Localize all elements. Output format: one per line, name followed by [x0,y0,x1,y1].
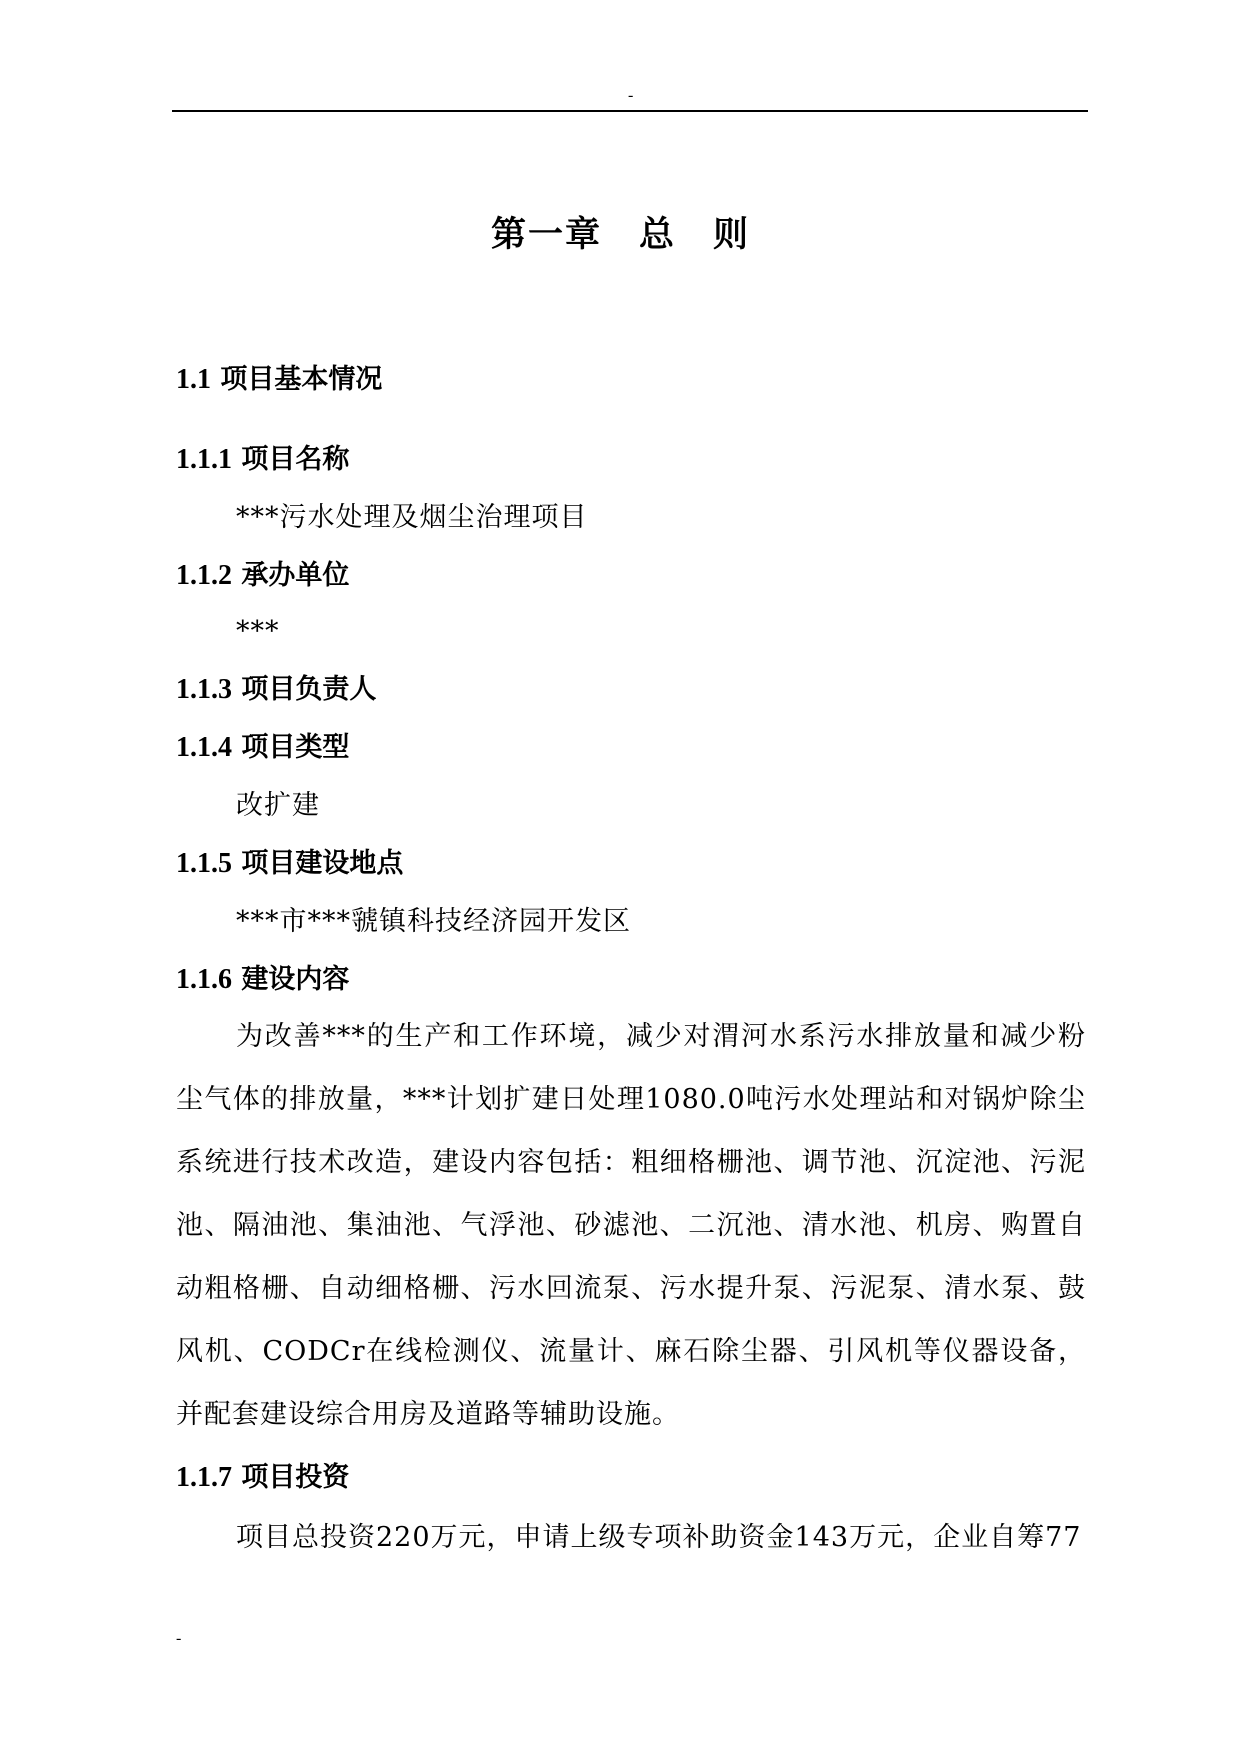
section-heading-1-1-2 [176,556,1086,596]
header-mark: - [628,87,634,104]
section-heading-1-1-7 [176,1458,1086,1498]
footer-mark: - [176,1630,182,1647]
section-number: 1.1.7 [176,1462,232,1493]
section-heading-1-1 [176,360,1086,400]
organizer-text: *** [236,616,280,647]
section-heading-1-1-4 [176,728,1086,768]
section-title: 项目负责人 [241,674,377,705]
section-heading-1-1-1 [176,440,1086,480]
section-title: 承办单位 [241,560,350,591]
section-heading-1-1-3 [176,670,1086,710]
chapter-title: 第一章 总 则 [490,215,750,255]
section-title: 建设内容 [241,964,350,995]
section-number: 1.1.2 [176,560,232,591]
construction-content-paragraph: 为改善***的生产和工作环境，减少对渭河水系污水排放量和减少粉尘气体的排放量，***计划扩建日处理1080.0吨污水处理站和对锅炉除尘系统进行技术改造，建设内容包括：粗细格栅池、调节池、沉淀池、污泥池、隔油池、集油池、气浮池、砂滤池、二沉池、清水池、机房、购置自动粗格栅、自动细格栅、污水回流泵、污水提升泵、污泥泵、清水泵、鼓风机、CODCr在线检测仪、流量计、麻石除尘器、引风机等仪器设备，并配套建设综合用房及道路等辅助设施。 [176,1021,1086,1430]
section-title: 项目基本情况 [220,364,383,395]
section-number: 1.1.6 [176,964,232,995]
section-title: 项目类型 [241,732,350,763]
section-title: 项目建设地点 [241,848,404,879]
header-rule [172,110,1088,112]
section-number: 1.1.4 [176,732,232,763]
section-title: 项目投资 [241,1462,350,1493]
project-type-text: 改扩建 [236,790,320,821]
location-text: ***市***虢镇科技经济园开发区 [236,906,631,937]
section-number: 1.1.5 [176,848,232,879]
section-title: 项目名称 [241,444,350,475]
section-number: 1.1.1 [176,444,232,475]
section-number: 1.1 [176,364,211,395]
section-number: 1.1.3 [176,674,232,705]
section-heading-1-1-5 [176,844,1086,884]
project-name-text: ***污水处理及烟尘治理项目 [236,502,588,533]
investment-paragraph: 项目总投资220万元，申请上级专项补助资金143万元，企业自筹77 [236,1522,1082,1553]
section-heading-1-1-6 [176,960,1086,1000]
